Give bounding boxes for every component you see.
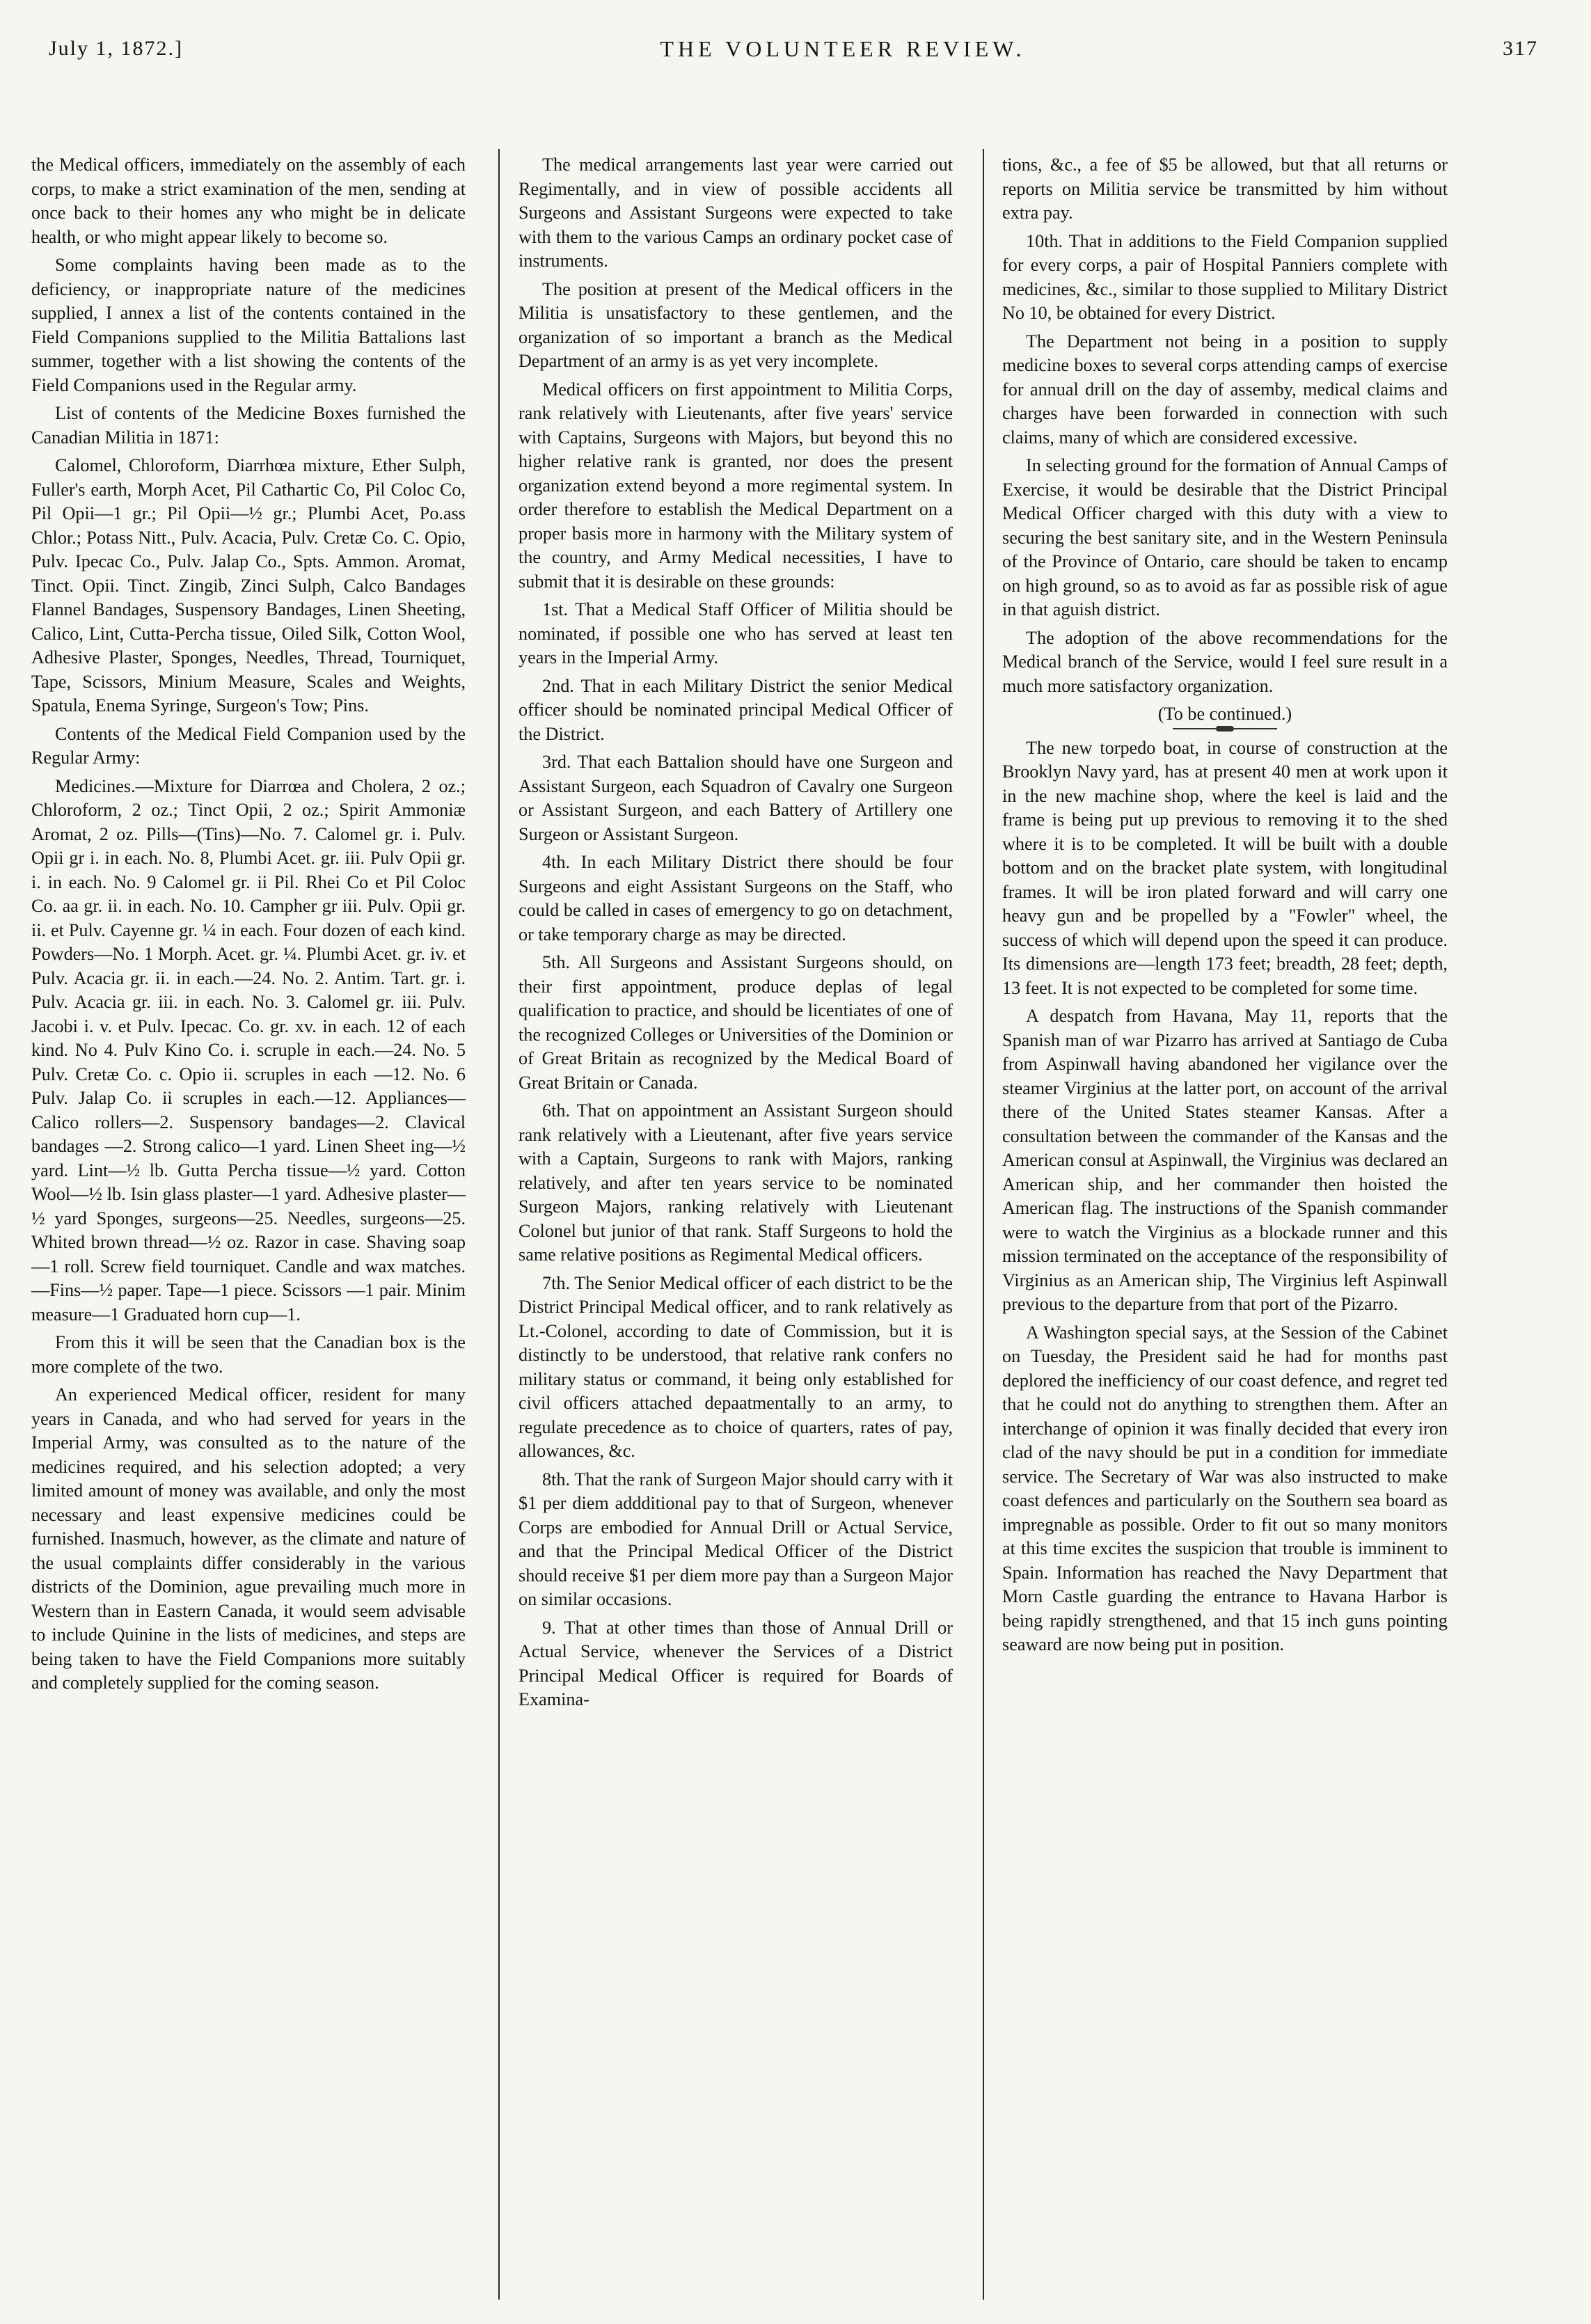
paragraph: 1st. That a Medical Staff Officer of Militia should be nominated, if possible one who has served at least ten years in the Imperial Army. bbox=[519, 599, 953, 667]
paragraph: 7th. The Senior Medical officer of each district to be the District Principal Medical officer, and to rank relatively as Lt.-Colonel, according to date of Commission, but it is distinctly to be understood, that relative rank confers no military status or command, it being only established for civil officers attached depaatmentally to an army, to regulate precedence as to choice of quarters, rates of pay, allowances, &c. bbox=[519, 1272, 953, 1461]
column-3 bbox=[1002, 153, 1448, 2297]
paragraph: In selecting ground for the formation of Annual Camps of Exercise, it would be desirable that the District Principal Medical Officer charged with this duty with a view to securing the best sanitary site, and in the Western Peninsula of the Province of Ontario, care should be taken to encamp on high ground, so as to avoid as far as possible risk of ague in that aguish district. bbox=[1002, 455, 1448, 619]
paragraph: 6th. That on appointment an Assistant Surgeon should rank relatively with a Lieutenant, after five years service with a Captain, Surgeons to rank with Majors, ranking relatively, and after ten years service to be nominated Surgeon Majors, ranking relatively with Lieutenant Colonel but junior of that rank. Staff Surgeons to hold the same relative positions as Regimental Medical officers. bbox=[519, 1100, 953, 1265]
running-head bbox=[49, 28, 1538, 70]
paragraph: An experienced Medical officer, resident for many years in Canada, and who had served for years in the Imperial Army, was consulted as to the nature of the medicines required, and his selection adopted; a very limited amount of money was available, and only the most necessary and least expensive medicines could be furnished. Inasmuch, however, as the climate and nature of the usual complaints differ considerably in the various districts of the Dominion, ague prevailing much more in Western than in Eastern Canada, it would seem advisable to include Quinine in the lists of medicines, and steps are being taken to have the Field Companions more suitably and completely supplied for the coming season. bbox=[31, 1384, 466, 1693]
column-1 bbox=[31, 153, 466, 2297]
section-divider bbox=[1173, 728, 1277, 729]
column-2 bbox=[519, 153, 953, 2297]
continued-note: (To be continued.) bbox=[1157, 704, 1292, 724]
paragraph: Contents of the Medical Field Companion used by the Regular Army: bbox=[31, 723, 466, 768]
paragraph: 10th. That in additions to the Field Companion supplied for every corps, a pair of Hospital Panniers complete with medicines, &c., similar to those supplied to Military District No 10, be obtained for every District. bbox=[1002, 230, 1448, 323]
paragraph: List of contents of the Medicine Boxes furnished the Canadian Militia in 1871: bbox=[31, 403, 466, 448]
paragraph: tions, &c., a fee of $5 be allowed, but that all returns or reports on Militia service be transmitted by him without extra pay. bbox=[1002, 155, 1448, 223]
paragraph: the Medical officers, immediately on the assembly of each corps, to make a strict examination of the men, sending at once back to their homes any who might be in delicate health, or who might appear likely to become so. bbox=[31, 155, 466, 247]
paragraph: From this it will be seen that the Canadian box is the more complete of the two. bbox=[31, 1332, 466, 1377]
paragraph: 9. That at other times than those of Annual Drill or Actual Service, whenever the Services of a District Principal Medical Officer is required for Boards of Examina- bbox=[519, 1617, 953, 1709]
paragraph: Some complaints having been made as to the deficiency, or inappropriate nature of the medicines supplied, I annex a list of the contents contained in the Field Companions supplied to the Militia Battalions last summer, together with a list showing the contents of the Field Companions used in the Regular army. bbox=[31, 255, 466, 395]
paragraph: The adoption of the above recommendations for the Medical branch of the Service, would I feel sure result in a much more satisfactory organization. bbox=[1002, 627, 1448, 696]
paragraph: 4th. In each Military District there should be four Surgeons and eight Assistant Surgeons on the Staff, who could be called in cases of emergency to go on detachment, or take temporary charge as may be directed. bbox=[519, 852, 953, 944]
paragraph: Medical officers on first appointment to Militia Corps, rank relatively with Lieutenants, after five years' service with Captains, Surgeons with Majors, but beyond this no higher relative rank is granted, nor does the present organization extend beyond a more regimental system. In order therefore to establish the Medical Department on a proper basis more in harmony with the Military system of the country, and Army Medical necessities, I have to submit that it is desirable on these grounds: bbox=[519, 379, 953, 592]
paragraph: A despatch from Havana, May 11, reports that the Spanish man of war Pizarro has arrived at Santiago de Cuba from Aspinwall having abandoned her vigilance over the steamer Virginius at the latter port, on account of the arrival there of the United States steamer Kansas. After a consultation between the commander of the Kansas and the American consul at Aspinwall, the Virginius was declared an American ship, and her commander then hoisted the American flag. The instructions of the Spanish commander were to watch the Virginius as a blockade runner and this mission terminated on the acceptance of the responsibility of Virginius as an American ship, The Virginius left Aspinwall previous to the departure from that port of the Pizarro. bbox=[1002, 1006, 1448, 1314]
issue-date: July 1, 1872.] bbox=[49, 37, 183, 60]
publication-title: THE VOLUNTEER REVIEW. bbox=[660, 35, 1026, 61]
paragraph: 2nd. That in each Military District the senior Medical officer should be nominated principal Medical Officer of the District. bbox=[519, 675, 953, 744]
paragraph: The position at present of the Medical officers in the Militia is unsatisfactory to these gentlemen, and the organization of so important a branch as the Medical Department of an army is as yet very incomplete. bbox=[519, 278, 953, 371]
column-rule-2 bbox=[983, 149, 984, 2300]
column-rule-1 bbox=[498, 149, 500, 2300]
paragraph: 8th. That the rank of Surgeon Major should carry with it $1 per diem addditional pay to that of Surgeon, whenever Corps are embodied for Annual Drill or Actual Service, and that the Principal Medical Officer of the District should receive $1 per diem more pay than a Surgeon Major on similar occasions. bbox=[519, 1469, 953, 1609]
paragraph: A Washington special says, at the Session of the Cabinet on Tuesday, the President said he had for months past deplored the inefficiency of our coast defence, and regret ted that he could not do anything to strengthen them. After an interchange of opinion it was finally decided that every iron clad of the navy should be put in a condition for immediate service. The Secretary of War was also instructed to make coast defences and particularly on the Southern sea board as impregnable as possible. Order to fit out so many monitors at this time excites the suspicion that trouble is imminent to Spain. Information has reached the Navy Department that Morn Castle guarding the entrance to Havana Harbor is being rapidly strengthened, and that 15 inch guns pointing seaward are now being put in position. bbox=[1002, 1322, 1448, 1654]
paragraph: Medicines.—Mixture for Diarrœa and Cholera, 2 oz.; Chloroform, 2 oz.; Tinct Opii, 2 oz.; Spirit Ammoniæ Aromat, 2 oz. Pills—(Tins)—No. 7. Calomel gr. i. Pulv. Opii gr i. in each. No. 8, Plumbi Acet. gr. iii. Pulv Opii gr. i. in each. No. 9 Calomel gr. ii Pil. Rhei Co et Pil Coloc Co. aa gr. ii. in each. No. 10. Campher gr iii. Pulv. Opii gr. ii. et Pulv. Cayenne gr. ¼ in each. Four dozen of each kind. Powders—No. 1 Morph. Acet. gr. ¼. Plumbi Acet. gr. iv. et Pulv. Acacia gr. ii. in each.—24. No. 2. Antim. Tart. gr. i. Pulv. Acacia gr. iii. in each. No. 3. Calomel gr. iii. Pulv. Jacobi i. v. et Pulv. Ipecac. Co. gr. xv. in each. 12 of each kind. No 4. Pulv Kino Co. i. scruple in each.—24. No. 5 Pulv. Cretæ Co. c. Opio ii. scruples in each —12. No. 6 Pulv. Jalap Co. ii scruples in each.—12. Appliances—Calico rollers—2. Suspensory bandages—2. Clavical bandages —2. Strong calico—1 yard. Linen Sheet ing—½ yard. Lint—½ lb. Gutta Percha tissue—½ yard. Cotton Wool—½ lb. Isin glass plaster—1 yard. Adhesive plaster—½ yard Sponges, surgeons—25. Needles, surgeons—25. Whited brown thread—½ oz. Razor in case. Shaving soap—1 roll. Screw field tourniquet. Candle and wax matches. —Fins—½ paper. Tape—1 piece. Scissors —1 pair. Minim measure—1 Graduated horn cup—1. bbox=[31, 775, 466, 1325]
paragraph: 3rd. That each Battalion should have one Surgeon and Assistant Surgeon, each Squadron of Cavalry one Surgeon or Assistant Surgeon, and each Battery of Artillery one Surgeon or Assistant Surgeon. bbox=[519, 752, 953, 844]
paragraph: Calomel, Chloroform, Diarrhœa mixture, Ether Sulph, Fuller's earth, Morph Acet, Pil Cathartic Co, Pil Coloc Co, Pil Opii—1 gr.; Pil Opii—½ gr.; Plumbi Acet, Po.ass Chlor.; Potass Nitt., Pulv. Acacia, Pulv. Cretæ Co. C. Opio, Pulv. Ipecac Co., Pulv. Jalap Co., Spts. Ammon. Aromat, Tinct. Opii. Tinct. Zingib, Zinci Sulph, Calco Bandages Flannel Bandages, Suspensory Bandages, Linen Sheeting, Calico, Lint, Cutta-Percha tissue, Oiled Silk, Cotton Wool, Adhesive Plaster, Sponges, Needles, Thread, Tourniquet, Tape, Scissors, Minium Measure, Scales and Weights, Spatula, Enema Syringe, Surgeon's Tow; Pins. bbox=[31, 455, 466, 716]
paragraph: The medical arrangements last year were carried out Regimentally, and in view of possible accidents all Surgeons and Assistant Surgeons were expected to take with them to the various Camps an ordinary pocket case of instruments. bbox=[519, 155, 953, 271]
paragraph: The new torpedo boat, in course of construction at the Brooklyn Navy yard, has at present 40 men at work upon it in the new machine shop, where the keel is laid and the frame is being put up previous to removing it to the shed where it is to be completed. It will be built with a double bottom and on the bracket plate system, with longitudinal frames. It will be iron plated forward and will carry one heavy gun and be propelled by a "Fowler" wheel, the success of which will depend upon the speed it can produce. Its dimensions are—length 173 feet; breadth, 28 feet; depth, 13 feet. It is not expected to be completed for some time. bbox=[1002, 737, 1448, 998]
paragraph: 5th. All Surgeons and Assistant Surgeons should, on their first appointment, produce deplas of legal qualification to practice, and should be licentiates of one of the recognized Colleges or Universities of the Dominion or of Great Britain as recognized by the Medical Board of Great Britain or Canada. bbox=[519, 952, 953, 1093]
paragraph: The Department not being in a position to supply medicine boxes to several corps attending camps of exercise for annual drill on the day of assemby, medical claims and charges have been forwarded in connection with such claims, many of which are considered excessive. bbox=[1002, 331, 1448, 448]
page-number: 317 bbox=[1503, 37, 1538, 60]
